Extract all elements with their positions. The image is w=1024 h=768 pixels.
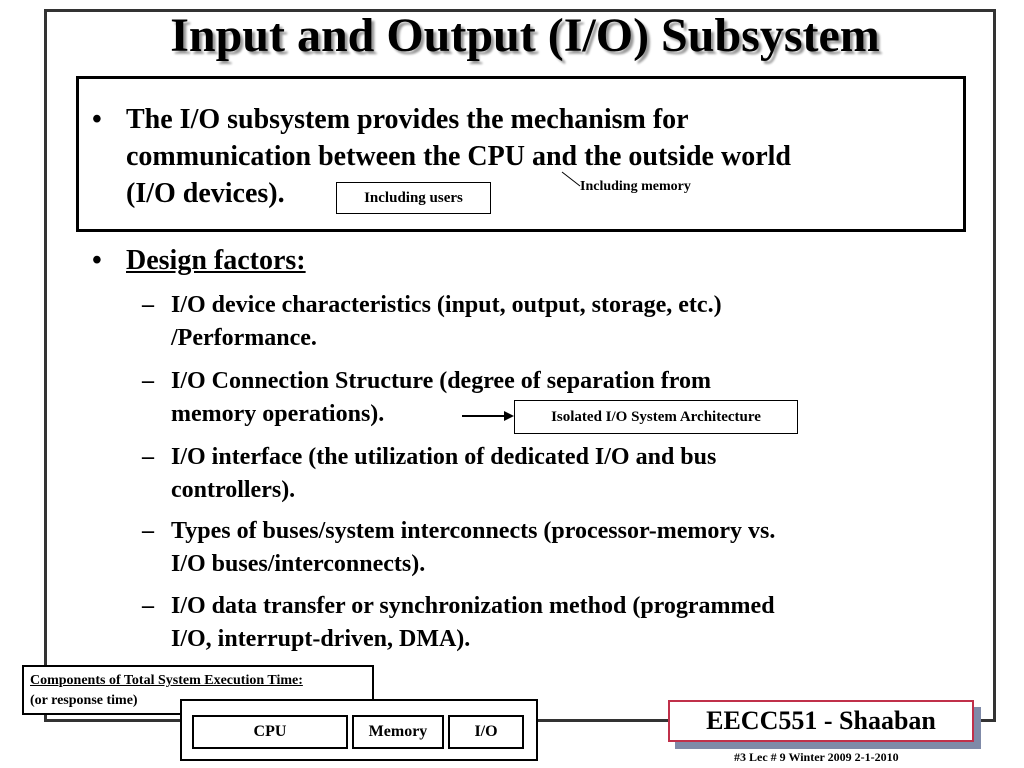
factor-3-line-1: I/O interface (the utilization of dedicated I/O and bus [171, 444, 717, 470]
course-brand: EECC551 - Shaaban [668, 700, 974, 742]
factor-4-line-2: I/O buses/interconnects). [171, 551, 426, 577]
components-subtitle: (or response time) [30, 693, 138, 708]
factor-2-line-2: memory operations). [171, 401, 385, 427]
dash-marker: – [142, 518, 154, 544]
factor-5-line-2: I/O, interrupt-driven, DMA). [171, 626, 471, 652]
dash-marker: – [142, 593, 154, 619]
intro-line-3: (I/O devices). [126, 178, 285, 209]
intro-line-1: The I/O subsystem provides the mechanism for [126, 104, 689, 135]
design-factors-heading: Design factors: [126, 245, 306, 276]
memory-cell: Memory [352, 715, 444, 749]
factor-1-line-2: /Performance. [171, 325, 317, 351]
factor-1-line-1: I/O device characteristics (input, output, storage, etc.) [171, 292, 722, 318]
bullet-marker: • [92, 245, 102, 276]
including-memory-callout: Including memory [580, 179, 691, 194]
slide-title: Input and Output (I/O) Subsystem [170, 9, 880, 62]
dash-marker: – [142, 444, 154, 470]
components-heading: Components of Total System Execution Time: [30, 673, 303, 688]
factor-4-line-1: Types of buses/system interconnects (processor-memory vs. [171, 518, 776, 544]
slide-footer: #3 Lec # 9 Winter 2009 2-1-2010 [734, 750, 899, 764]
arrow-icon [460, 408, 516, 424]
intro-line-2: communication between the CPU and the outside world [126, 141, 791, 172]
factor-2-line-1: I/O Connection Structure (degree of separation from [171, 368, 711, 394]
factor-5-line-1: I/O data transfer or synchronization method (programmed [171, 593, 775, 619]
isolated-io-callout: Isolated I/O System Architecture [514, 400, 798, 434]
cpu-cell: CPU [192, 715, 348, 749]
execution-time-bar [180, 699, 538, 761]
bullet-marker: • [92, 104, 102, 135]
factor-3-line-2: controllers). [171, 477, 296, 503]
including-users-callout: Including users [336, 182, 491, 214]
io-cell: I/O [448, 715, 524, 749]
dash-marker: – [142, 292, 154, 318]
dash-marker: – [142, 368, 154, 394]
